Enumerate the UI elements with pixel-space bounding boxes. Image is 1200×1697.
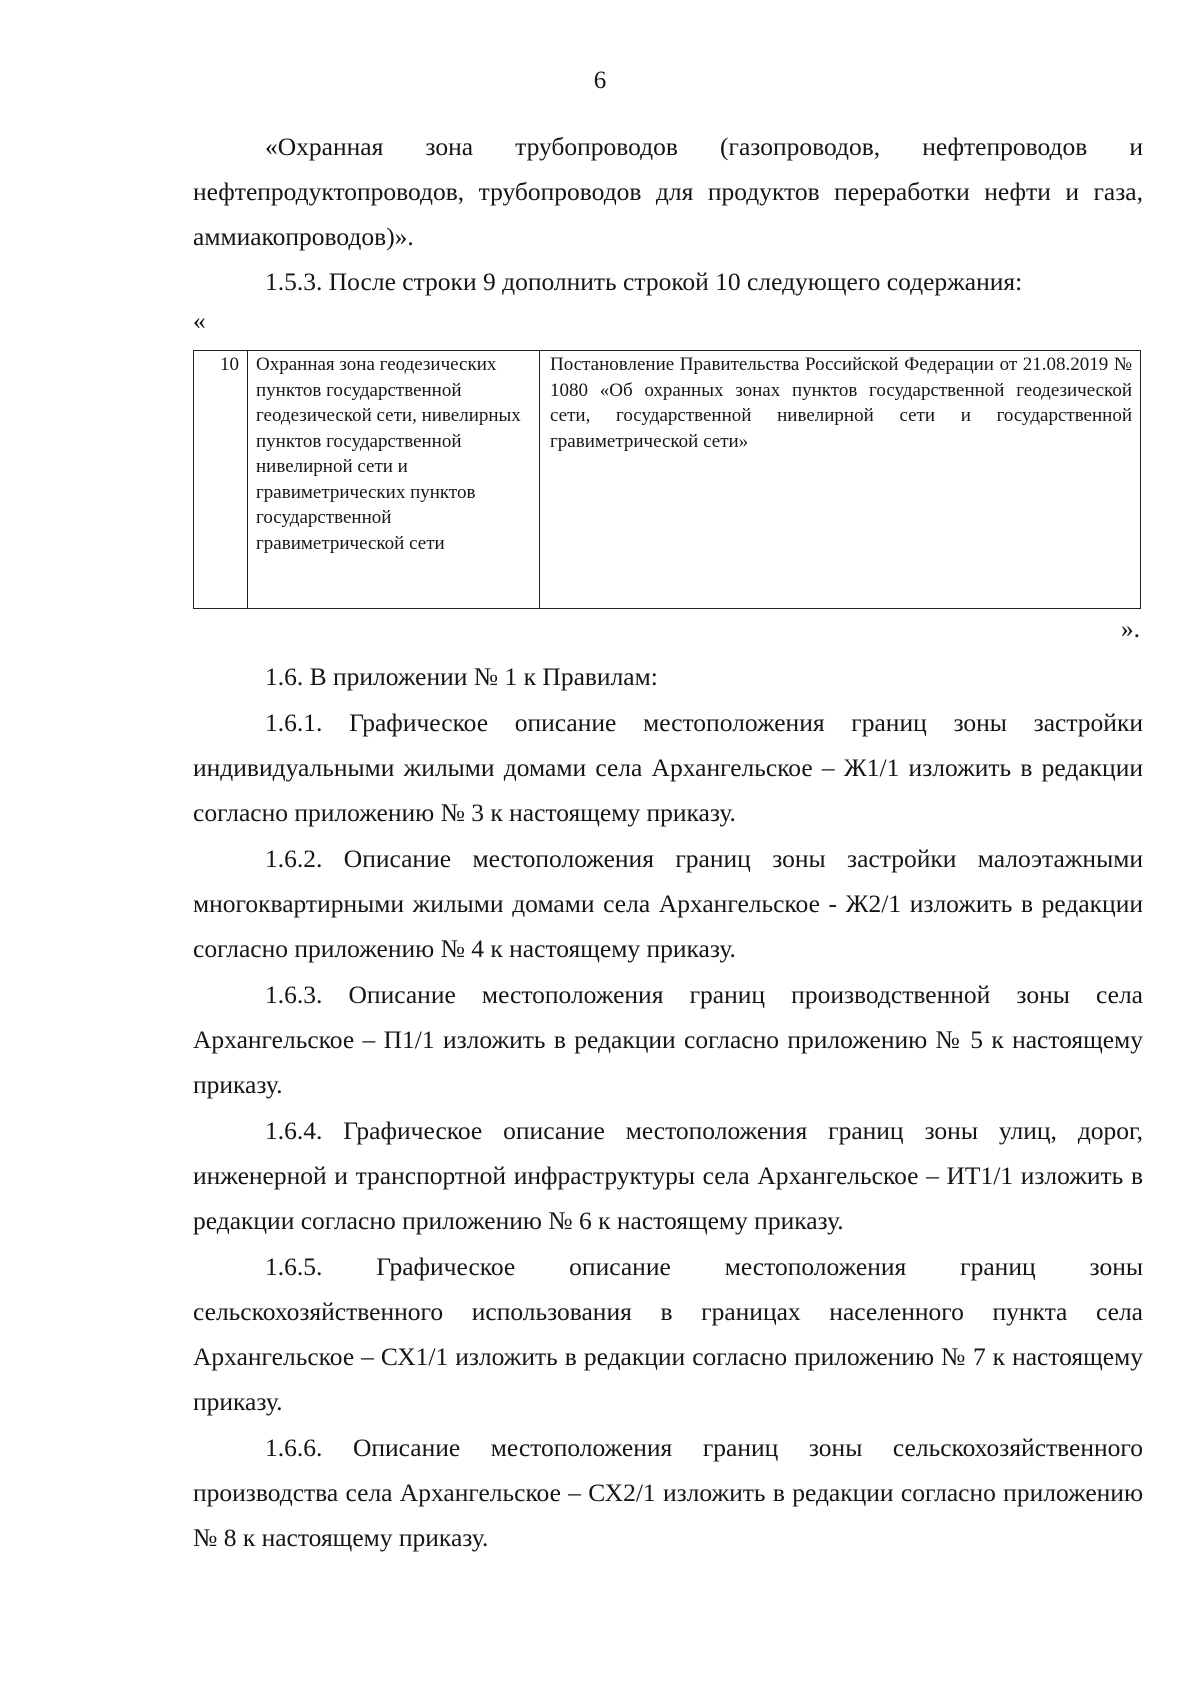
paragraph-pipeline-zone: «Охранная зона трубопроводов (газопроводов, нефтепроводов и нефтепродуктопроводов, трубопроводов для продуктов переработки нефти и газа, аммиакопроводов)».	[193, 132, 1143, 251]
paragraph-1-6-1: 1.6.1. Графическое описание местоположения границ зоны застройки индивидуальными жилыми домами села Архангельское – Ж1/1 изложить в редакции согласно приложению № 3 к настоящему приказу.	[193, 708, 1143, 827]
paragraph-1-6-6: 1.6.6. Описание местоположения границ зоны сельскохозяйственного производства села Архангельское – СХ2/1 изложить в редакции согласно приложению № 8 к настоящему приказу.	[193, 1433, 1143, 1552]
paragraph-1-6-4: 1.6.4. Графическое описание местоположения границ зоны улиц, дорог, инженерной и транспортной инфраструктуры села Архангельское – ИТ1/1 изложить в редакции согласно приложению № 6 к настоящему приказу.	[193, 1116, 1143, 1235]
bottom-text-block	[193, 654, 1143, 1561]
table-open-quote: «	[193, 306, 206, 335]
table-close-quote: ».	[1120, 614, 1140, 643]
paragraph-1-6-2: 1.6.2. Описание местоположения границ зоны застройки малоэтажными многоквартирными жилыми домами села Архангельское - Ж2/1 изложить в редакции согласно приложению № 4 к настоящему приказу.	[193, 844, 1143, 963]
paragraph-1-5-3: 1.5.3. После строки 9 дополнить строкой 10 следующего содержания:	[265, 267, 1023, 296]
page-number: 6	[593, 67, 607, 94]
zone-name-cell: Охранная зона геодезических пунктов государственной геодезической сети, нивелирных пунктов государственной нивелирной сети и гравиметрических пунктов государственной гравиметрической сети	[248, 351, 540, 609]
legal-basis-cell: Постановление Правительства Российской Федерации от 21.08.2019 № 1080 «Об охранных зонах пунктов государственной геодезической сети, государственной нивелирной сети и государственной гравиметрической сети»	[540, 351, 1141, 609]
inserted-table	[193, 350, 1141, 609]
top-text-block	[193, 124, 1143, 304]
table-row	[194, 351, 1141, 609]
paragraph-1-6-5: 1.6.5. Графическое описание местоположения границ зоны сельскохозяйственного использования в границах населенного пункта села Архангельское – СХ1/1 изложить в редакции согласно приложению № 7 к настоящему приказу.	[193, 1252, 1143, 1416]
row-number-cell: 10	[194, 351, 248, 609]
paragraph-1-6-3: 1.6.3. Описание местоположения границ производственной зоны села Архангельское – П1/1 изложить в редакции согласно приложению № 5 к настоящему приказу.	[193, 980, 1143, 1099]
paragraph-1-6: 1.6. В приложении № 1 к Правилам:	[265, 662, 658, 691]
